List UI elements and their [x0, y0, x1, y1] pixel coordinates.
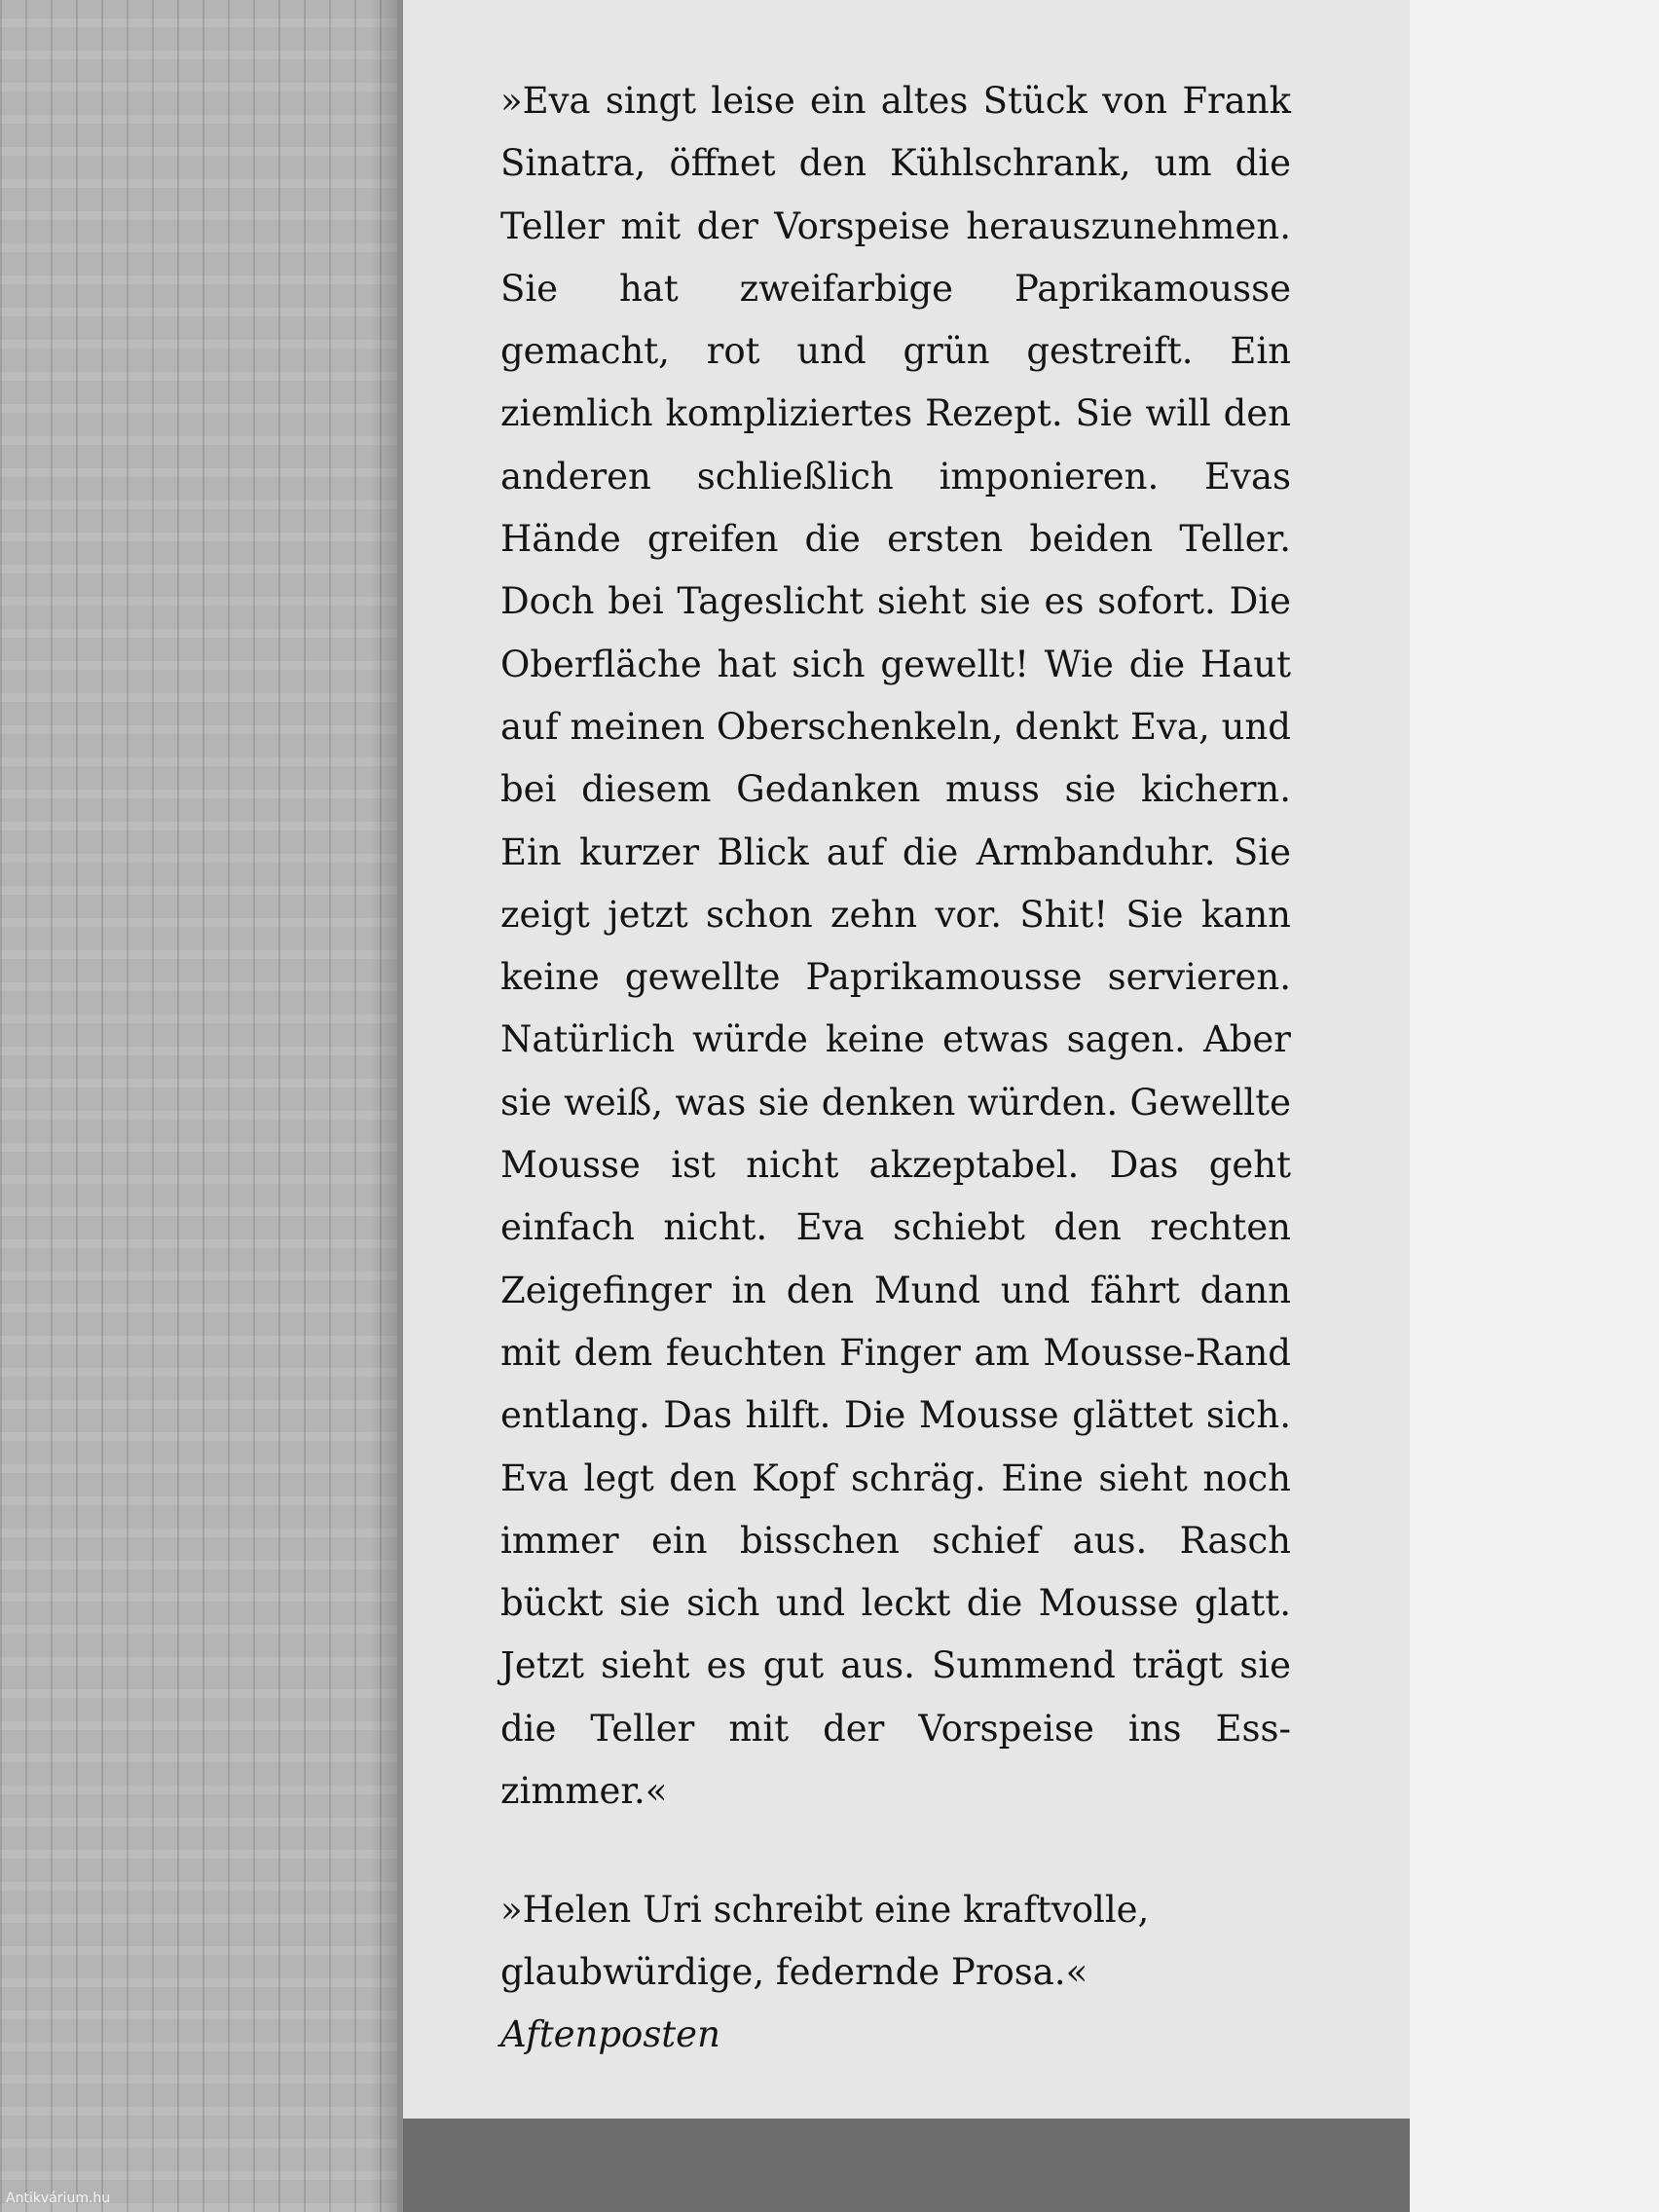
review-source: Aftenposten	[500, 2013, 720, 2056]
left-cover-texture	[0, 0, 397, 2212]
excerpt-paragraph: »Eva singt leise ein altes Stück von Frank Sinatra, öffnet den Kühlschrank, um die Teller mit der Vorspeise herauszunehmen. Sie hat zweifarbige Paprikamousse gemacht, rot und grün gestreift. Ein ziemlich kompliziertes Rezept. Sie will den anderen schließlich imponieren. Evas Hände greifen die ersten beiden Teller. Doch bei Tageslicht sieht sie es sofort. Die Oberfläche hat sich gewellt! Wie die Haut auf meinen Oberschenkeln, denkt Eva, und bei diesem Gedanken muss sie kichern. Ein kurzer Blick auf die Armbanduhr. Sie zeigt jetzt schon zehn vor. Shit! Sie kann keine gewellte Paprikamousse servieren. Natürlich würde keine etwas sagen. Aber sie weiß, was sie denken würden. Gewellte Mousse ist nicht akzeptabel. Das geht einfach nicht. Eva schiebt den rechten Zeigefinger in den Mund und fährt dann mit dem feuchten Finger am Mousse-Rand entlang. Das hilft. Die Mousse glättet sich. Eva legt den Kopf schräg. Eine sieht noch immer ein bisschen schief aus. Rasch bückt sie sich und leckt die Mousse glatt. Jetzt sieht es gut aus. Summend trägt sie die Teller mit der Vorspeise ins Esszimmer.«	[500, 80, 1291, 1813]
review-aftenposten	[500, 1879, 1291, 2066]
watermark: Antikvárium.hu	[6, 2191, 111, 2206]
book-back-page	[403, 0, 1410, 2212]
text-block	[500, 70, 1291, 2171]
bottom-color-band	[403, 2119, 1410, 2212]
review-quote: »Helen Uri schreibt eine kraftvolle, glaubwürdige, federnde Prosa.«	[500, 1889, 1150, 1994]
right-background	[1410, 0, 1659, 2212]
